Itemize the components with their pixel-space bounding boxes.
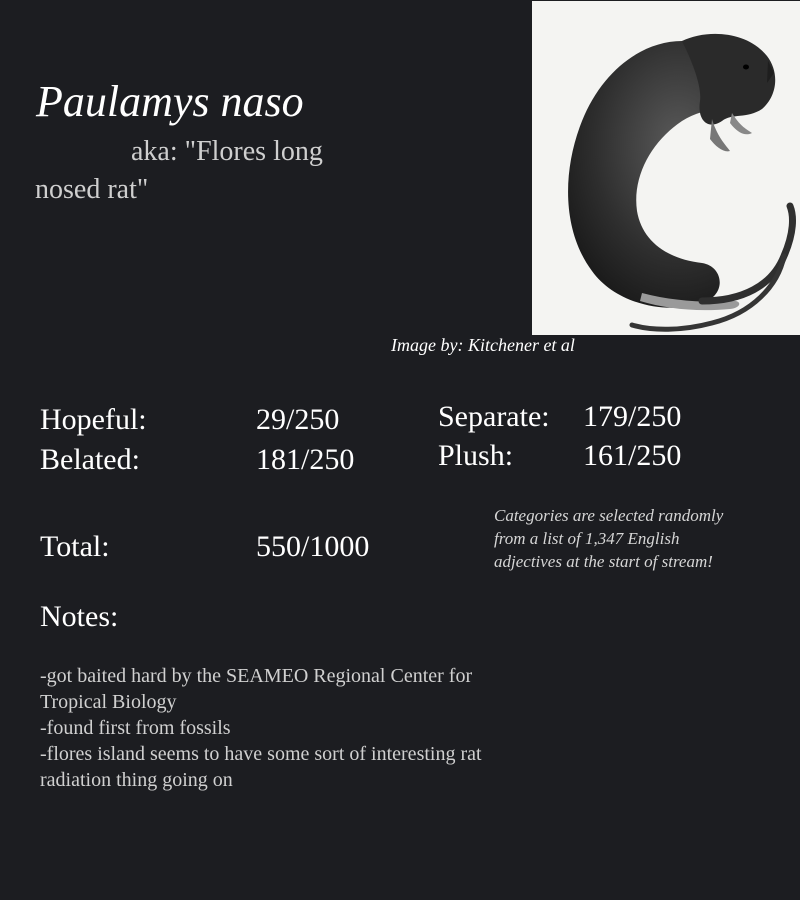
stat-value-hopeful: 29/250	[256, 403, 340, 436]
categories-note: Categories are selected randomly from a list of 1,347 English adjectives at the start of stream!	[494, 506, 724, 571]
total-value: 550/1000	[256, 530, 370, 563]
notes-list	[40, 663, 540, 793]
stat-label-belated: Belated:	[40, 443, 140, 476]
notes-heading: Notes:	[40, 600, 119, 633]
stat-label-plush: Plush:	[438, 439, 514, 472]
species-title: Paulamys naso	[36, 77, 304, 126]
stat-value-separate: 179/250	[583, 400, 682, 433]
common-name: aka: "Flores long nosed rat"	[35, 136, 323, 205]
rat-illustration	[532, 1, 800, 335]
stat-label-separate: Separate:	[438, 400, 550, 433]
stat-label-hopeful: Hopeful:	[40, 403, 147, 436]
note-line: -got baited hard by the SEAMEO Regional Center for Tropical Biology	[40, 665, 473, 713]
total-label: Total:	[40, 530, 110, 563]
image-credit: Image by: Kitchener et al	[391, 335, 575, 355]
stat-value-plush: 161/250	[583, 439, 682, 472]
note-line: -flores island seems to have some sort of interesting rat radiation thing going on	[40, 743, 482, 791]
note-line: -found first from fossils	[40, 717, 231, 739]
stat-value-belated: 181/250	[256, 443, 355, 476]
rat-photo	[532, 1, 800, 335]
